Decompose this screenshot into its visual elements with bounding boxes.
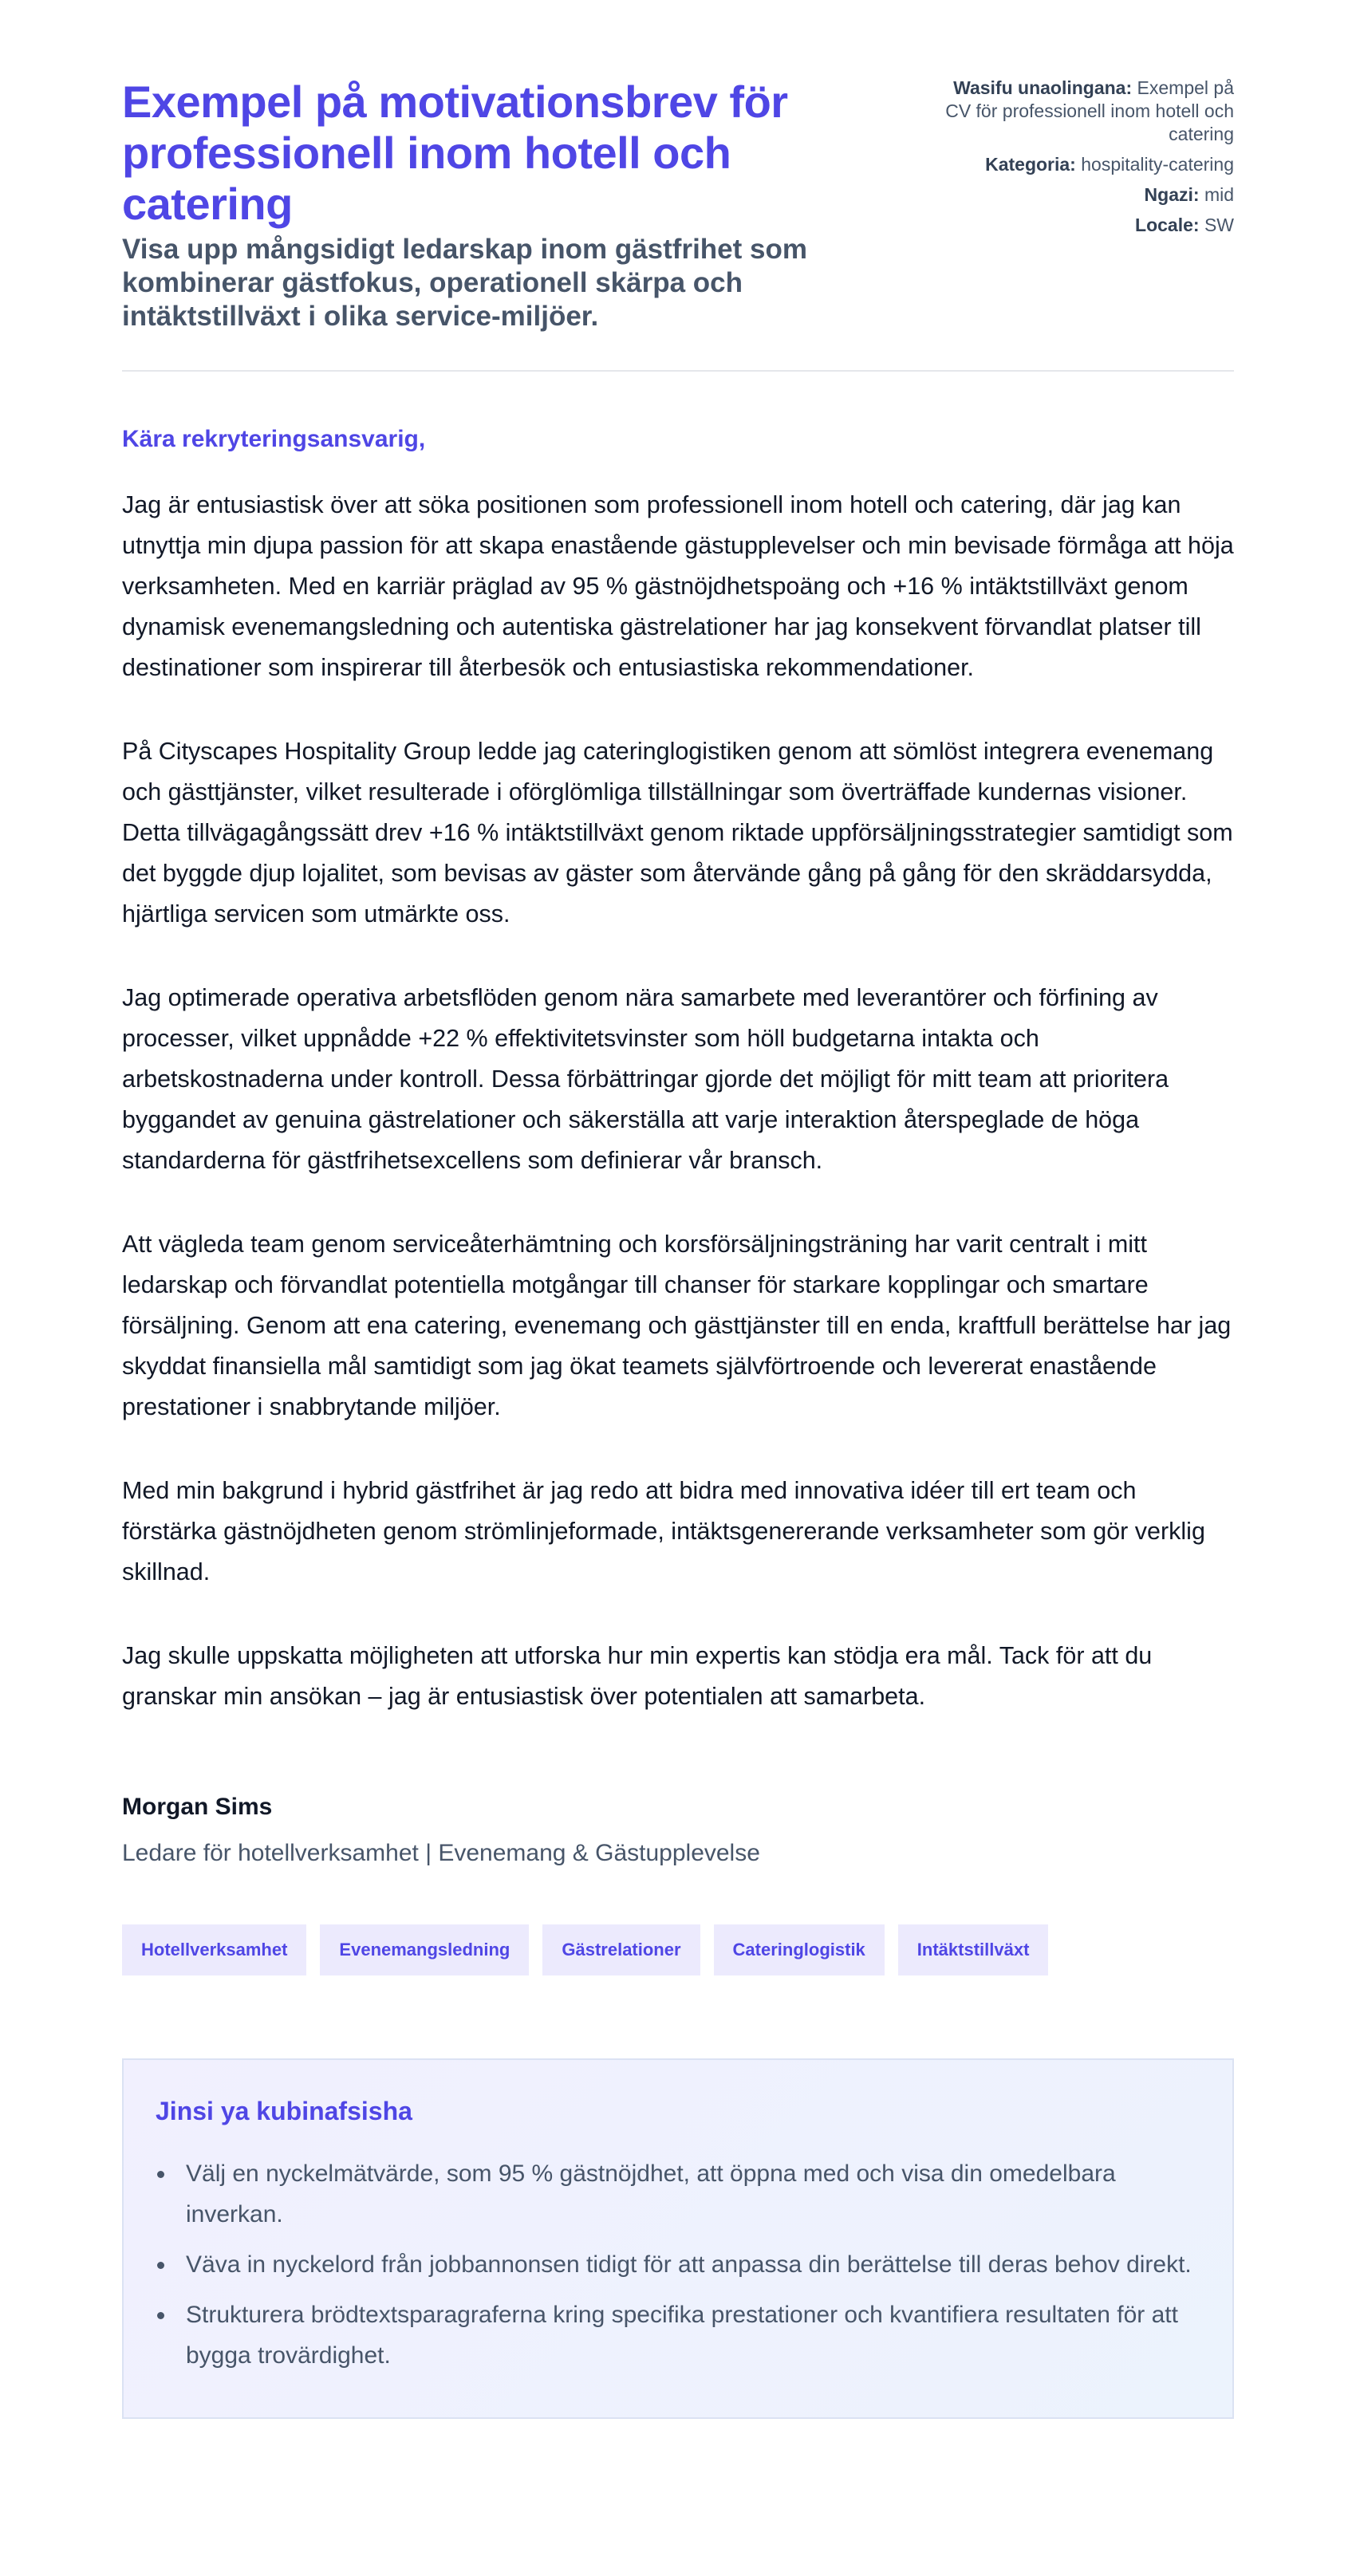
paragraph-experience: På Cityscapes Hospitality Group ledde jag cateringlogistiken genom att sömlöst integrera evenemang och gästtjänster, vilket resulterade i oförglömliga tillställningar som överträffade kundernas visioner. Detta tillvägagångssätt drev +16 % intäktstillväxt genom riktade uppförsäljningsstrategier samtidigt som det byggde djup lojalitet, som bevisas av gäster som återvände gång på gång för den skräddarsydda, hjärtliga servicen som utmärkte oss. [122,738,1233,928]
header [122,77,1234,372]
tag: Cateringlogistik [714,1924,885,1975]
salutation: Kära rekryteringsansvarig, [122,426,426,452]
tag: Hotellverksamhet [122,1924,306,1975]
tag: Intäktstillväxt [898,1924,1049,1975]
page-title: Exempel på motivationsbrev för professionell inom hotell och catering [122,77,788,229]
signature [122,1794,1234,1867]
meta-label: Kategoria: [985,154,1076,175]
signature-name: Morgan Sims [122,1794,273,1820]
page-subtitle: Visa upp mångsidigt ledarskap inom gästfrihet som kombinerar gästfokus, operationell skärpa och intäktstillväxt i olika service-miljöer. [122,234,807,332]
meta-category [931,153,1234,176]
tips-title: Jinsi ya kubinafsisha [156,2097,412,2125]
list-item: Strukturera brödtextsparagraferna kring specifika prestationer och kvantifiera resultaten för att bygga trovärdighet. [156,2294,1200,2376]
meta-level [931,183,1234,207]
meta-label: Ngazi: [1144,184,1200,205]
customization-tips [122,2058,1234,2419]
meta-value: hospitality-catering [1081,154,1234,175]
paragraph-intro: Jag är entusiastisk över att söka positionen som professionell inom hotell och catering, där jag kan utnyttja min djupa passion för att skapa enastående gästupplevelser och min bevisade förmåga att höja verksamheten. Med en karriär präglad av 95 % gästnöjdhetspoäng och +16 % intäktstillväxt genom dynamisk evenemangsledning och autentiska gästrelationer har jag konsekvent förvandlat platser till destinationer som inspirerar till återbesök och entusiastiska rekommendationer. [122,491,1234,681]
paragraph-leadership: Att vägleda team genom serviceåterhämtning och korsförsäljningsträning har varit centralt i mitt ledarskap och förvandlat potentiella motgångar till chanser för starkare kopplingar och smartare försäljning. Genom att ena catering, evenemang och gästtjänster till en enda, kraftfull berättelse har jag skyddat finansiella mål samtidigt som jag ökat teamets självförtroende och levererat enastående prestationer i snabbrytande miljöer. [122,1231,1232,1420]
paragraph-closing: Jag skulle uppskatta möjligheten att utforska hur min expertis kan stödja era mål. Tack för att du granskar min ansökan – jag är entusiastisk över potentialen att samarbeta. [122,1642,1153,1710]
skill-tags [122,1924,1234,1975]
meta-matching-resume [931,77,1234,146]
letter-body [122,372,1234,1867]
paragraph-operations: Jag optimerade operativa arbetsflöden genom nära samarbete med leverantörer och förfining av processer, vilket uppnådde +22 % effektivitetsvinster som höll budgetarna intakta och arbetskostnaderna under kontroll. Dessa förbättringar gjorde det möjligt för mitt team att prioritera byggandet av genuina gästrelationer och säkerställa att varje interaktion återspeglade de höga standarderna för gästfrihetsexcellens som definierar vår bransch. [122,984,1169,1174]
tag: Gästrelationer [542,1924,700,1975]
signature-title: Ledare för hotellverksamhet | Evenemang & Gästupplevelse [122,1840,760,1866]
meta-label: Wasifu unaolingana: [953,77,1133,98]
list-item: Välj en nyckelmätvärde, som 95 % gästnöjdhet, att öppna med och visa din omedelbara inverkan. [156,2153,1200,2235]
meta-value: mid [1204,184,1234,205]
meta-panel [931,77,1234,244]
title-block [122,77,864,333]
meta-locale [931,214,1234,237]
meta-value: Exempel på CV för professionell inom hotell och catering [945,77,1234,144]
meta-label: Locale: [1135,215,1200,235]
tips-list [156,2153,1200,2376]
tag: Evenemangsledning [320,1924,529,1975]
meta-value: SW [1204,215,1234,235]
paragraph-fit: Med min bakgrund i hybrid gästfrihet är jag redo att bidra med innovativa idéer till ert team och förstärka gästnöjdheten genom strömlinjeformade, intäktsgenererande verksamheter som gör verklig skillnad. [122,1477,1205,1585]
list-item: Väva in nyckelord från jobbannonsen tidigt för att anpassa din berättelse till deras behov direkt. [156,2244,1200,2285]
